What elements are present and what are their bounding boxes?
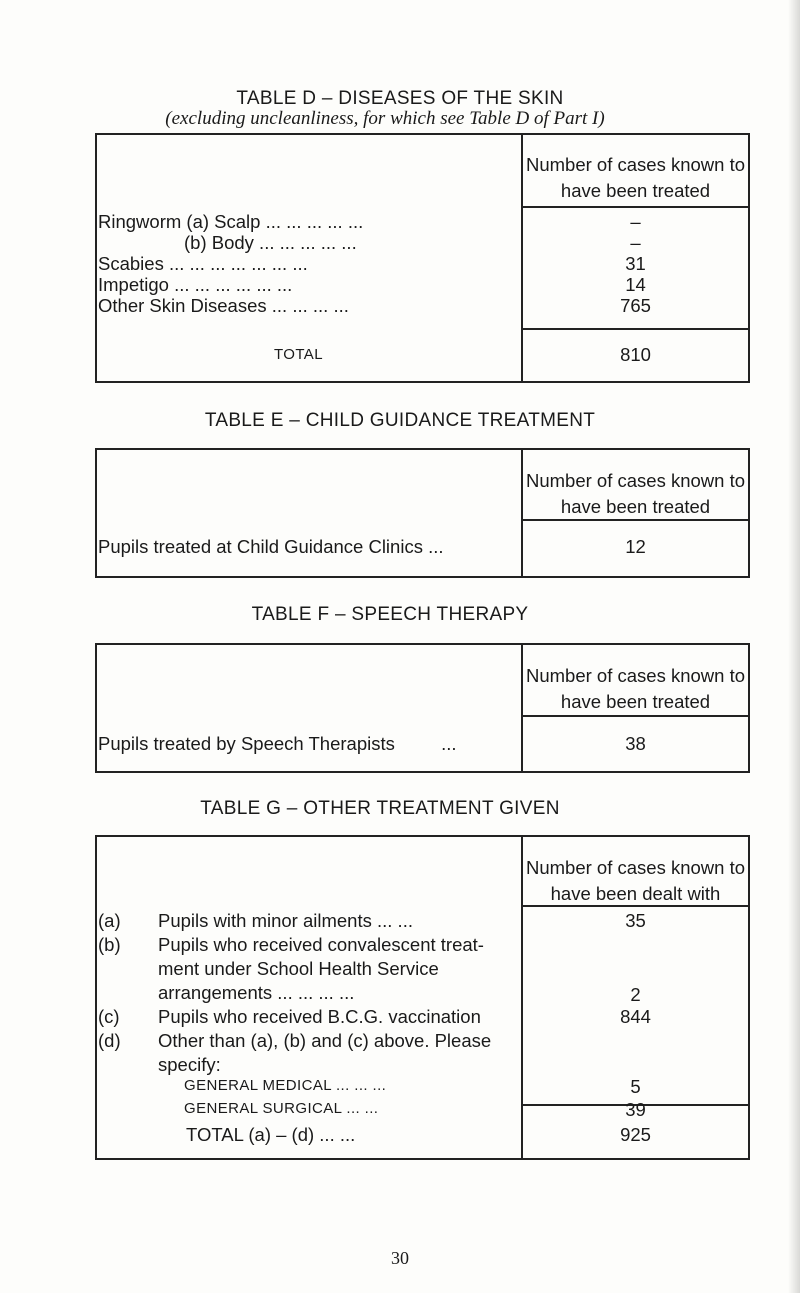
- table-d-row-value: –: [630, 211, 641, 232]
- table-g-title: TABLE G – OTHER TREATMENT GIVEN: [200, 798, 560, 819]
- table-d-header-rule: [521, 206, 750, 208]
- table-d-subtitle: (excluding uncleanliness, for which see Table D of Part I): [165, 108, 605, 129]
- table-d-row-value: 31: [625, 253, 646, 274]
- table-g-row-label: Pupils who received B.C.G. vaccination: [158, 1006, 481, 1027]
- table-g-row-label: ment under School Health Service: [158, 958, 439, 979]
- table-g-row-letter: (c): [98, 1006, 120, 1027]
- table-g-row-value: 39: [625, 1099, 646, 1120]
- table-g-row-label: Other than (a), (b) and (c) above. Please: [158, 1030, 492, 1051]
- table-d-row-value: 14: [625, 274, 646, 295]
- table-g-row-label: Pupils who received convalescent treat-: [158, 934, 484, 955]
- table-g-row-value: 844: [620, 1006, 651, 1027]
- table-g-total-value: 925: [620, 1124, 651, 1145]
- table-d-row-label: Scabies ... ... ... ... ... ... ...: [98, 253, 308, 274]
- table-g-row-label: Pupils with minor ailments ... ...: [158, 910, 413, 931]
- table-e-row-value: 12: [625, 536, 646, 557]
- page-edge-shadow: [788, 0, 800, 1293]
- table-d-total-value: 810: [620, 344, 651, 365]
- table-f-title: TABLE F – SPEECH THERAPY: [251, 604, 529, 625]
- table-d-row-label: Impetigo ... ... ... ... ... ...: [98, 274, 293, 295]
- table-d-title: TABLE D – DISEASES OF THE SKIN: [236, 88, 564, 109]
- table-g-row-label: GENERAL SURGICAL ... ...: [184, 1100, 379, 1117]
- table-g-row-label: arrangements ... ... ... ...: [158, 982, 355, 1003]
- page-number: 30: [391, 1248, 409, 1268]
- table-g-row-letter: (b): [98, 934, 121, 955]
- table-f-row-label: Pupils treated by Speech Therapists ...: [98, 733, 457, 754]
- table-g-row-value: 5: [630, 1076, 641, 1097]
- table-e-column-header: Number of cases known to have been treated: [525, 470, 746, 517]
- table-d-row-label: (b) Body ... ... ... ... ...: [184, 232, 357, 253]
- table-e-title: TABLE E – CHILD GUIDANCE TREATMENT: [204, 410, 596, 431]
- table-d-row-label: Other Skin Diseases ... ... ... ...: [98, 295, 349, 316]
- table-g-column-header: Number of cases known to have been dealt with: [525, 857, 746, 904]
- table-g-row-letter: (a): [98, 910, 121, 931]
- table-g-row-letter: (d): [98, 1030, 121, 1051]
- table-d-row-label: Ringworm (a) Scalp ... ... ... ... ...: [98, 211, 364, 232]
- table-g-row-label: specify:: [158, 1054, 221, 1075]
- table-e-row-label: Pupils treated at Child Guidance Clinics ...: [98, 536, 444, 557]
- table-d-row-value: –: [630, 232, 641, 253]
- table-d-total-rule: [521, 328, 750, 330]
- table-d-row-value: 765: [620, 295, 651, 316]
- table-f-header-rule: [521, 715, 750, 717]
- table-g-row-label: GENERAL MEDICAL ... ... ...: [184, 1077, 387, 1094]
- table-d-column-header: Number of cases known to have been treated: [525, 154, 746, 201]
- table-d-total-label: TOTAL: [274, 346, 323, 363]
- table-g-row-value: 2: [630, 984, 641, 1005]
- table-f-row-value: 38: [625, 733, 646, 754]
- table-f-column-header: Number of cases known to have been treated: [525, 665, 746, 712]
- table-g-row-value: 35: [625, 910, 646, 931]
- table-g-total-label: TOTAL (a) – (d) ... ...: [186, 1124, 356, 1145]
